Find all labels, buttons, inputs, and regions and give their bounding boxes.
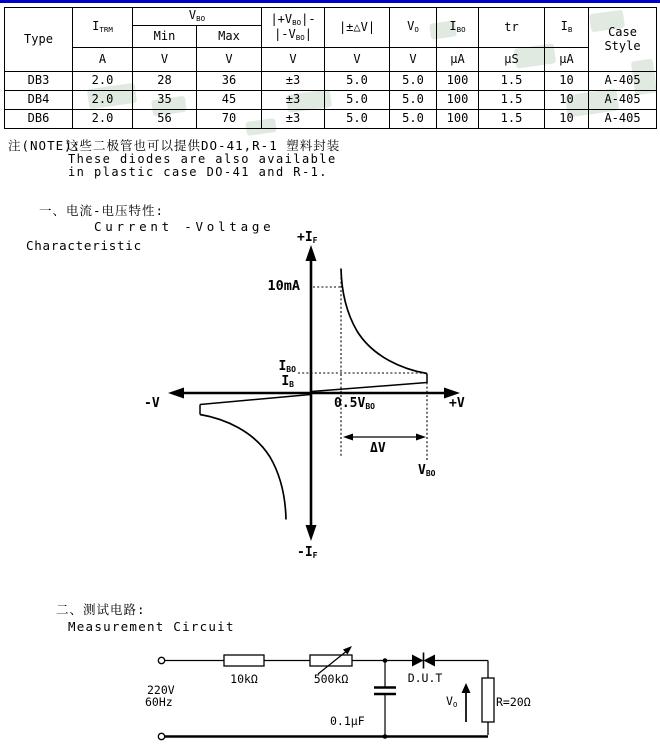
table-cell: ±3 bbox=[262, 91, 325, 110]
col-header-type: Type bbox=[5, 8, 73, 72]
resistor-10k-label: 10kΩ bbox=[230, 672, 258, 686]
section2-heading-en: Measurement Circuit bbox=[68, 619, 235, 634]
case-line1: Case bbox=[608, 24, 637, 39]
unit-itrm: A bbox=[73, 48, 133, 72]
table-cell: A-405 bbox=[589, 72, 657, 91]
unit-ib: μA bbox=[545, 48, 589, 72]
vo-label: $V_O$ bbox=[446, 694, 458, 709]
unit-vbo-min: V bbox=[133, 48, 197, 72]
table-cell: 45 bbox=[197, 91, 262, 110]
table-cell: 10 bbox=[545, 91, 589, 110]
table-row bbox=[5, 72, 657, 91]
table-cell: ±3 bbox=[262, 110, 325, 129]
table-cell: 2.0 bbox=[73, 72, 133, 91]
ten-ma-label: 10mA bbox=[267, 278, 300, 294]
delta-v-right-arrowhead bbox=[416, 434, 426, 441]
section1-heading-en1: Current -Voltage bbox=[94, 219, 275, 234]
table-row bbox=[5, 110, 657, 129]
iv-curve-svg bbox=[140, 235, 470, 550]
table-cell: 1.5 bbox=[479, 91, 545, 110]
note-line-en1: These diodes are also available bbox=[68, 152, 337, 166]
resistor-10k-body bbox=[224, 655, 264, 666]
vbo-label: $V_{BO}$ bbox=[418, 463, 436, 478]
section1-heading-cn: 一、电流-电压特性: bbox=[39, 203, 165, 218]
table-cell: ±3 bbox=[262, 72, 325, 91]
table-cell: A-405 bbox=[589, 110, 657, 129]
table-cell: 5.0 bbox=[390, 110, 437, 129]
delta-v-label: ΔV bbox=[370, 441, 386, 456]
section1-heading-en2: Characteristic bbox=[26, 238, 142, 253]
table-cell: 10 bbox=[545, 72, 589, 91]
y-axis-down-arrowhead bbox=[306, 525, 317, 541]
col-header-vo: $V_O$ bbox=[390, 8, 437, 48]
table-cell: 100 bbox=[437, 72, 479, 91]
x-axis-left-arrowhead bbox=[168, 388, 184, 399]
unit-ibo: μA bbox=[437, 48, 479, 72]
col-header-delta-v: |±△V| bbox=[325, 8, 390, 48]
col-header-vbo-max: Max bbox=[197, 26, 262, 48]
junction-dot-top bbox=[383, 658, 388, 663]
col-header-tr: tr bbox=[479, 8, 545, 48]
unit-vbo-diff: V bbox=[262, 48, 325, 72]
unit-tr: μS bbox=[479, 48, 545, 72]
table-cell: 5.0 bbox=[325, 110, 390, 129]
source-frequency-label: 60Hz bbox=[145, 695, 173, 709]
curve-q1-leakage bbox=[312, 383, 428, 392]
col-header-case-style bbox=[589, 8, 657, 72]
table-cell: DB6 bbox=[5, 110, 73, 129]
col-header-ib: $I_B$ bbox=[545, 8, 589, 48]
col-header-vbo: $V_{BO}$ bbox=[133, 8, 262, 26]
ibo-label: $I_{BO}$ bbox=[278, 359, 296, 374]
table-cell: 1.5 bbox=[479, 72, 545, 91]
table-cell: 5.0 bbox=[325, 91, 390, 110]
dut-label: D.U.T bbox=[407, 671, 443, 685]
table-cell: 5.0 bbox=[390, 91, 437, 110]
x-axis-positive-label: +V bbox=[449, 396, 465, 411]
table-cell: 2.0 bbox=[73, 110, 133, 129]
table-row bbox=[5, 91, 657, 110]
diac-triangle-right bbox=[424, 655, 436, 667]
circuit-svg bbox=[120, 640, 560, 745]
vbo-diff-line2: $|-V_{BO}|$ bbox=[274, 26, 312, 42]
top-border-line bbox=[0, 0, 660, 3]
x-axis-negative-label: -V bbox=[144, 396, 160, 411]
table-cell: 56 bbox=[133, 110, 197, 129]
table-cell: 1.5 bbox=[479, 110, 545, 129]
ib-label: $I_B$ bbox=[281, 374, 294, 389]
table-cell: 28 bbox=[133, 72, 197, 91]
source-terminal-bottom bbox=[158, 733, 164, 739]
table-cell: DB4 bbox=[5, 91, 73, 110]
ratings-table-body bbox=[5, 72, 657, 129]
table-cell: 70 bbox=[197, 110, 262, 129]
curve-q1-breakback bbox=[341, 269, 427, 374]
load-resistor-label: R=20Ω bbox=[496, 695, 531, 709]
unit-delta-v: V bbox=[325, 48, 390, 72]
capacitor-label: 0.1μF bbox=[330, 714, 365, 728]
table-cell: 10 bbox=[545, 110, 589, 129]
curve-q3-breakback bbox=[200, 415, 286, 520]
note-line-en2: in plastic case DO-41 and R-1. bbox=[68, 165, 328, 179]
table-cell: 5.0 bbox=[325, 72, 390, 91]
table-cell: 100 bbox=[437, 91, 479, 110]
ratings-table bbox=[4, 7, 657, 129]
source-voltage-label: 220V bbox=[147, 683, 175, 697]
col-header-vbo-diff bbox=[262, 8, 325, 48]
col-header-itrm: $I_{TRM}$ bbox=[73, 8, 133, 48]
note-line-cn: 这些二极管也可以提供DO-41,R-1 塑料封装 bbox=[66, 138, 341, 153]
load-resistor-body bbox=[482, 678, 494, 722]
diac-triangle-left bbox=[412, 655, 424, 667]
delta-v-left-arrowhead bbox=[343, 434, 353, 441]
y-axis-up-arrowhead bbox=[306, 245, 317, 261]
source-terminal-top bbox=[158, 657, 164, 663]
table-cell: 36 bbox=[197, 72, 262, 91]
table-cell: DB3 bbox=[5, 72, 73, 91]
case-line2: Style bbox=[604, 38, 641, 53]
note-label: 注(NOTE): bbox=[8, 138, 82, 153]
table-cell: 35 bbox=[133, 91, 197, 110]
col-header-ibo: $I_{BO}$ bbox=[437, 8, 479, 48]
resistor-500k-label: 500kΩ bbox=[313, 672, 349, 686]
table-cell: A-405 bbox=[589, 91, 657, 110]
table-cell: 2.0 bbox=[73, 91, 133, 110]
half-vbo-label: $0.5V_{BO}$ bbox=[334, 396, 376, 411]
curve-q3-leakage bbox=[200, 395, 311, 405]
vbo-diff-line1: $|+V_{BO}|-$ bbox=[270, 12, 316, 27]
table-cell: 100 bbox=[437, 110, 479, 129]
vo-arrowhead bbox=[462, 683, 471, 693]
col-header-vbo-min: Min bbox=[133, 26, 197, 48]
junction-dot-bottom bbox=[383, 734, 388, 739]
y-axis-negative-label: $-I_F$ bbox=[297, 545, 318, 560]
unit-vo: V bbox=[390, 48, 437, 72]
y-axis-positive-label: $+I_F$ bbox=[297, 230, 318, 245]
unit-vbo-max: V bbox=[197, 48, 262, 72]
section2-heading-cn: 二、测试电路: bbox=[56, 602, 146, 617]
table-cell: 5.0 bbox=[390, 72, 437, 91]
